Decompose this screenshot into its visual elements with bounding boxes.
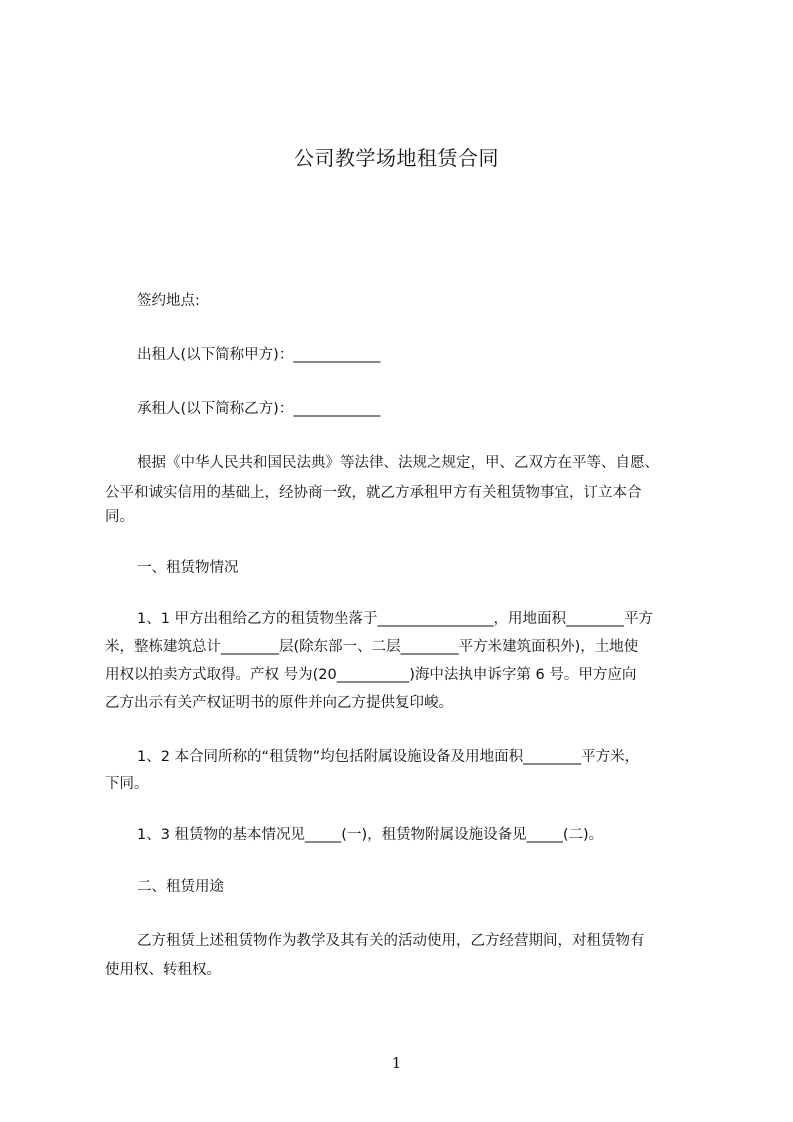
preamble-line: 根据《中华人民共和国民法典》等法律、法规之规定，甲、乙双方在平等、自愿、 xyxy=(137,455,659,471)
clause-line: 1、3 租赁物的基本情况见_____(一)，租赁物附属设施设备见_____(二)。 xyxy=(137,827,604,843)
clause-line: 1、2 本合同所称的“租赁物”均包括附属设施设备及用地面积________平方米， xyxy=(137,749,640,765)
page-number: 1 xyxy=(391,1054,402,1072)
document-title: 公司教学场地租赁合同 xyxy=(294,146,499,170)
lessor-line: 出租人(以下简称甲方)：____________ xyxy=(137,347,381,363)
lessee-line: 承租人(以下简称乙方)：____________ xyxy=(137,401,381,417)
clause-line: 米，整栋建筑总计________层(除东部一、二层________平方米建筑面积外)，土地使 xyxy=(105,639,639,655)
sign-place-line: 签约地点: xyxy=(137,293,200,309)
section-heading: 二、租赁用途 xyxy=(137,879,224,895)
section-heading: 一、租赁物情况 xyxy=(137,560,239,576)
clause-line: 下同。 xyxy=(105,776,149,792)
clause-line: 1、1 甲方出租给乙方的租赁物坐落于________________，用地面积________平方 xyxy=(137,611,654,627)
clause-line: 乙方出示有关产权证明书的原件并向乙方提供复印峻。 xyxy=(105,695,453,711)
section-body-line: 乙方租赁上述租赁物作为教学及其有关的活动使用，乙方经营期间，对租赁物有 xyxy=(137,933,645,949)
section-body-line: 使用权、转租权。 xyxy=(105,962,221,978)
preamble-line: 公平和诚实信用的基础上，经协商一致，就乙方承租甲方有关租赁物事宜，订立本合 xyxy=(105,485,642,501)
preamble-line: 同。 xyxy=(105,509,134,525)
clause-line: 用权以拍卖方式取得。产权 号为(20__________)海中法执申诉字第 6 号。甲方应向 xyxy=(105,667,637,683)
